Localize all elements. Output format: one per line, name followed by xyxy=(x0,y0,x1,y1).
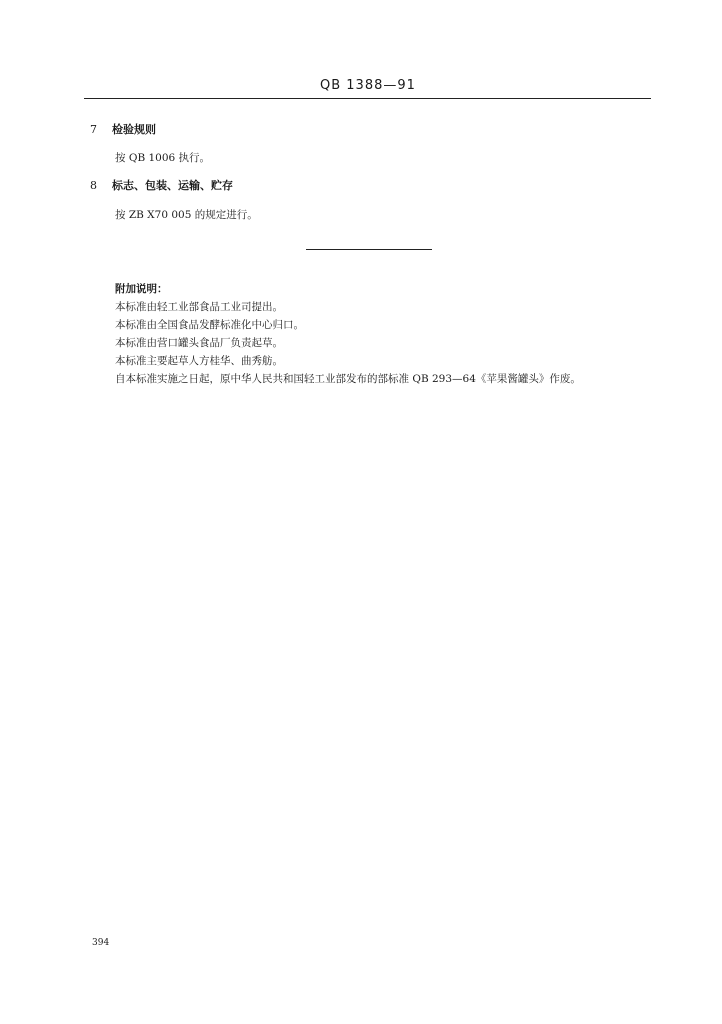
notes-line: 本标准由全国食品发酵标准化中心归口。 xyxy=(115,319,304,331)
section-title: 标志、包装、运输、贮存 xyxy=(112,179,233,192)
section-number: 8 xyxy=(90,179,97,192)
section-7-heading xyxy=(90,121,156,137)
notes-line: 自本标准实施之日起，原中华人民共和国轻工业部发布的部标准 QB 293—64《苹果酱罐头》作废。 xyxy=(115,373,581,385)
notes-line: 本标准由轻工业部食品工业司提出。 xyxy=(115,301,283,313)
notes-line: 本标准由营口罐头食品厂负责起草。 xyxy=(115,337,283,349)
section-number: 7 xyxy=(90,123,97,136)
section-8-body: 按 ZB X70 005 的规定进行。 xyxy=(115,209,258,221)
section-8-heading xyxy=(90,177,233,193)
notes-line: 本标准主要起草人方桂华、曲秀舫。 xyxy=(115,355,283,367)
section-title: 检验规则 xyxy=(112,123,156,136)
page-number: 394 xyxy=(92,938,110,948)
additional-notes xyxy=(115,280,581,388)
section-7-body: 按 QB 1006 执行。 xyxy=(115,152,211,164)
standard-code: QB 1388—91 xyxy=(320,78,416,93)
section-end-divider xyxy=(306,249,432,250)
header-divider xyxy=(84,98,651,99)
notes-title: 附加说明： xyxy=(115,283,168,295)
